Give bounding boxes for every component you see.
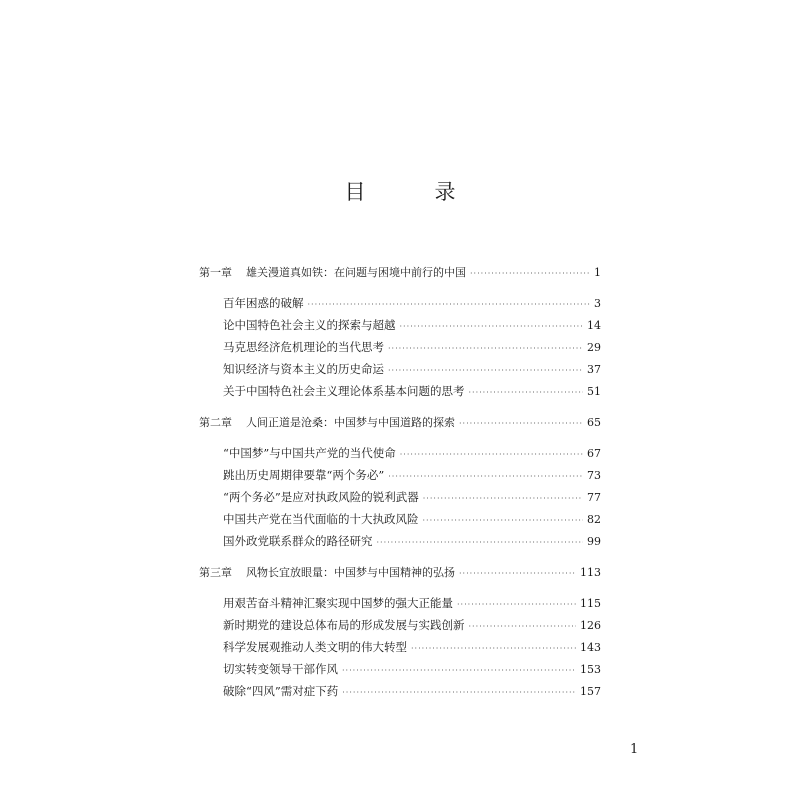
dot-leader <box>342 660 576 682</box>
toc-entry[interactable] <box>199 530 601 552</box>
entry-title: 破除“四风”需对症下药 <box>223 684 339 698</box>
entry-title: “中国梦”与中国共产党的当代使命 <box>223 446 396 460</box>
entry-title: 新时期党的建设总体布局的形成发展与实践创新 <box>223 618 465 632</box>
table-of-contents <box>199 262 601 702</box>
page-number: 113 <box>580 566 601 579</box>
entry-title: 马克思经济危机理论的当代思考 <box>223 340 384 354</box>
dot-leader <box>457 594 576 616</box>
page-number: 14 <box>587 319 601 332</box>
page-number: 143 <box>580 641 601 654</box>
toc-entry[interactable] <box>199 508 601 530</box>
chapter-number: 第二章 <box>199 416 232 429</box>
toc-entry[interactable] <box>199 314 601 336</box>
page-number: 115 <box>580 597 601 610</box>
dot-leader <box>470 263 590 285</box>
toc-entry[interactable] <box>199 358 601 380</box>
entry-title: 中国共产党在当代面临的十大执政风险 <box>223 512 419 526</box>
dot-leader <box>469 382 584 404</box>
folio-page-number: 1 <box>630 742 639 757</box>
toc-entry[interactable] <box>199 292 601 314</box>
page-number: 99 <box>587 535 601 548</box>
toc-entry[interactable] <box>199 336 601 358</box>
page-number: 77 <box>587 491 601 504</box>
dot-leader <box>411 638 576 660</box>
page-number: 65 <box>587 416 601 429</box>
toc-chapter-3[interactable] <box>199 562 601 584</box>
entry-title: 百年困惑的破解 <box>223 296 304 310</box>
page-number: 73 <box>587 469 601 482</box>
page-number: 153 <box>580 663 601 676</box>
dot-leader <box>400 444 583 466</box>
dot-leader <box>400 316 584 338</box>
dot-leader <box>423 510 584 532</box>
toc-chapter-2[interactable] <box>199 412 601 434</box>
chapter-title: 雄关漫道真如铁：在问题与困境中前行的中国 <box>246 266 466 279</box>
dot-leader <box>459 413 583 435</box>
dot-leader <box>388 466 583 488</box>
page-number: 67 <box>587 447 601 460</box>
dot-leader <box>377 532 584 554</box>
toc-entry[interactable] <box>199 636 601 658</box>
toc-entry[interactable] <box>199 658 601 680</box>
page-number: 157 <box>580 685 601 698</box>
chapter-title: 人间正道是沧桑：中国梦与中国道路的探索 <box>246 416 455 429</box>
chapter-number: 第一章 <box>199 266 232 279</box>
page-number: 82 <box>587 513 601 526</box>
dot-leader <box>469 616 577 638</box>
entry-title: 论中国特色社会主义的探索与超越 <box>223 318 396 332</box>
dot-leader <box>388 338 583 360</box>
page-title: 目 录 <box>344 180 480 204</box>
toc-entry[interactable] <box>199 592 601 614</box>
page-number: 1 <box>594 266 601 279</box>
dot-leader <box>308 294 591 316</box>
page-number: 126 <box>580 619 601 632</box>
toc-entry[interactable] <box>199 380 601 402</box>
entry-title: 科学发展观推动人类文明的伟大转型 <box>223 640 407 654</box>
page-number: 51 <box>587 385 601 398</box>
page-number: 29 <box>587 341 601 354</box>
entry-title: “两个务必”是应对执政风险的锐利武器 <box>223 490 419 504</box>
entry-title: 切实转变领导干部作风 <box>223 662 338 676</box>
toc-entry[interactable] <box>199 464 601 486</box>
entry-title: 用艰苦奋斗精神汇聚实现中国梦的强大正能量 <box>223 596 453 610</box>
entry-title: 关于中国特色社会主义理论体系基本问题的思考 <box>223 384 465 398</box>
entry-title: 国外政党联系群众的路径研究 <box>223 534 373 548</box>
dot-leader <box>342 682 576 704</box>
chapter-number: 第三章 <box>199 566 232 579</box>
dot-leader <box>423 488 583 510</box>
entry-title: 知识经济与资本主义的历史命运 <box>223 362 384 376</box>
dot-leader <box>459 563 576 585</box>
page-number: 3 <box>594 297 601 310</box>
chapter-title: 风物长宜放眼量：中国梦与中国精神的弘扬 <box>246 566 455 579</box>
toc-entry[interactable] <box>199 614 601 636</box>
page-number: 37 <box>587 363 601 376</box>
toc-entry[interactable] <box>199 680 601 702</box>
toc-entry[interactable] <box>199 442 601 464</box>
toc-chapter-1[interactable] <box>199 262 601 284</box>
entry-title: 跳出历史周期律要靠“两个务必” <box>223 468 385 482</box>
toc-entry[interactable] <box>199 486 601 508</box>
dot-leader <box>388 360 583 382</box>
